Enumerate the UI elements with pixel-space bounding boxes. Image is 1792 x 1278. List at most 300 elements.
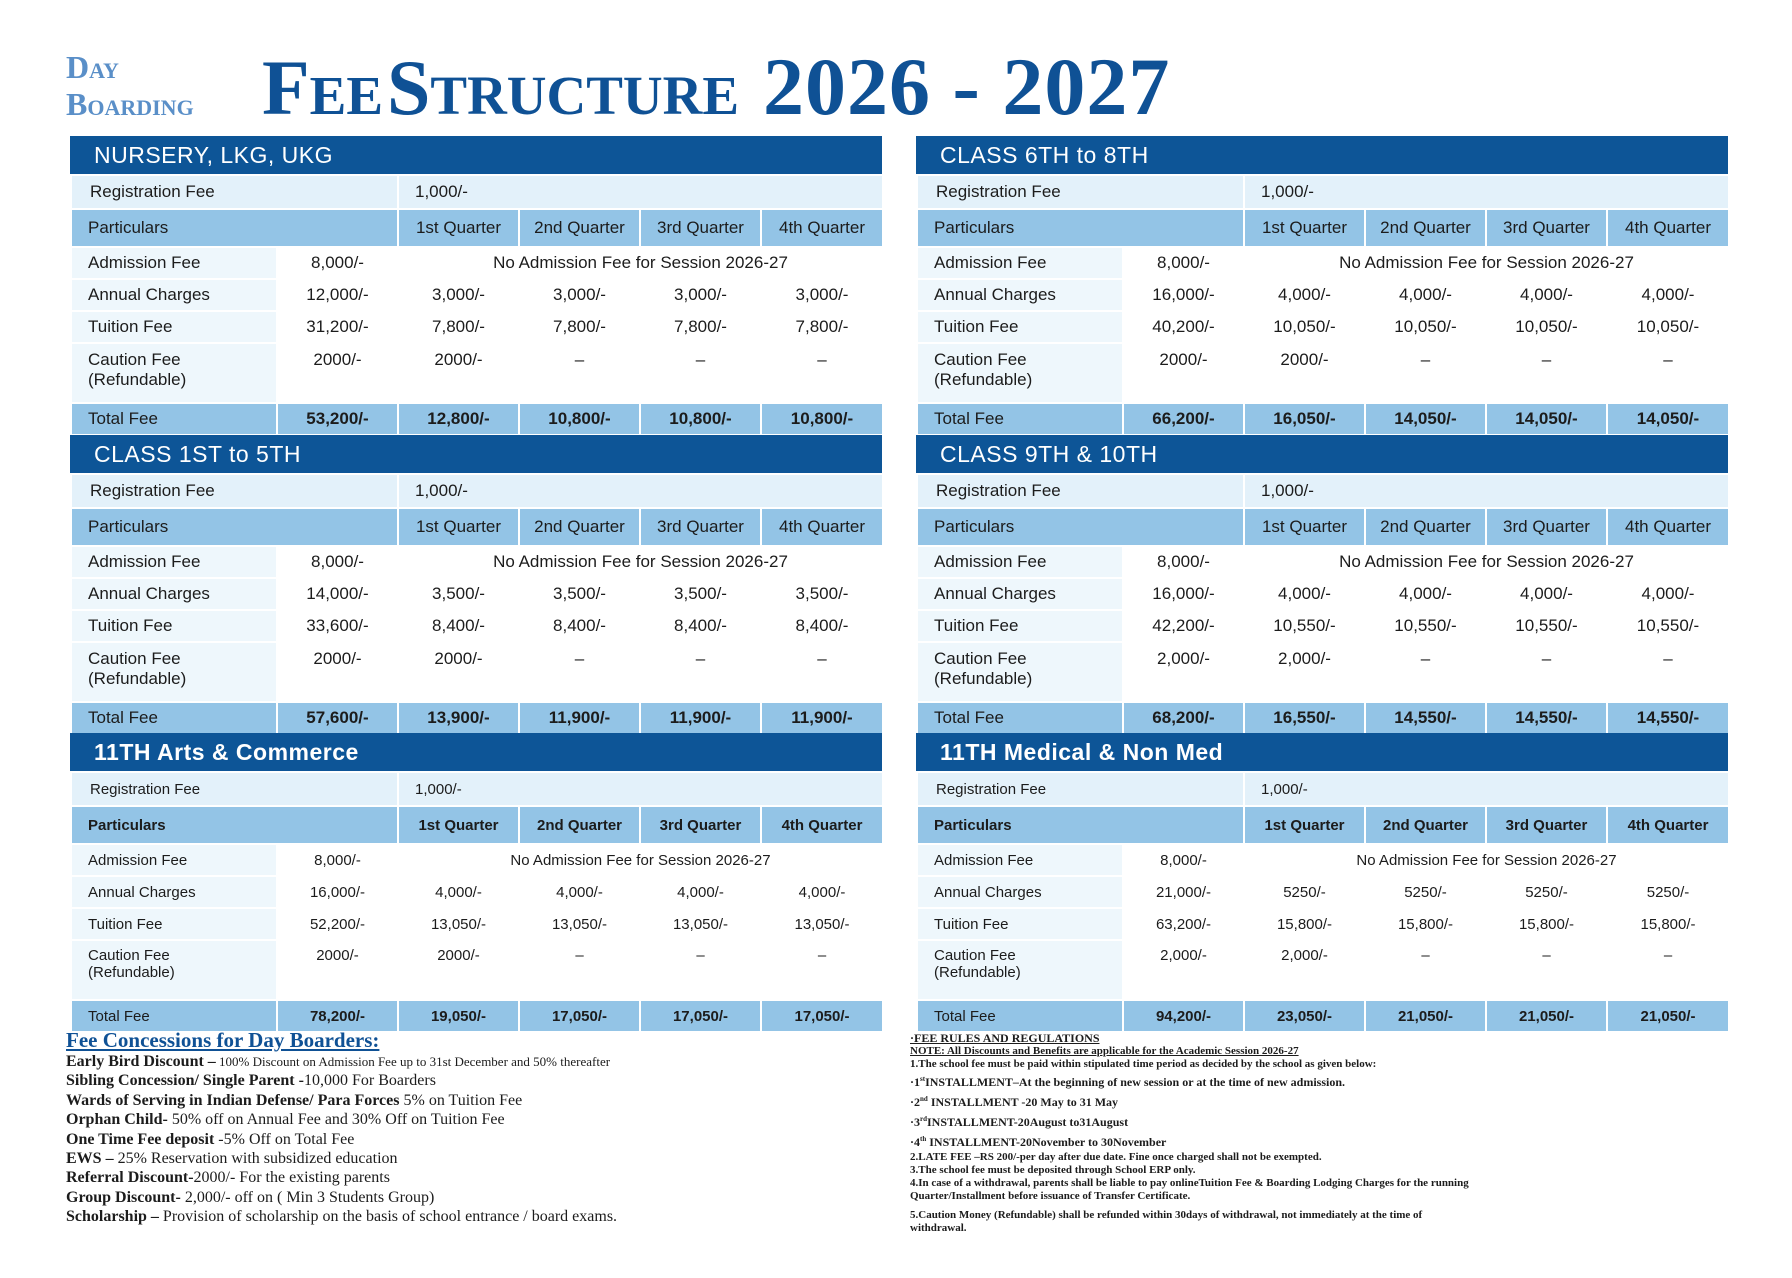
total-value: 66,200/- <box>1123 403 1244 435</box>
annual-value: 14,000/- <box>277 578 398 610</box>
annual-value: 5250/- <box>1486 876 1607 908</box>
total-row <box>917 1000 1729 1032</box>
particulars-header: Particulars <box>917 209 1244 247</box>
caution-label <box>71 343 277 403</box>
tuition-value: 33,600/- <box>277 610 398 642</box>
annual-row <box>917 578 1729 610</box>
tuition-value: 13,050/- <box>640 908 761 940</box>
tuition-label: Tuition Fee <box>71 610 277 642</box>
caution-dash: – <box>1486 940 1607 1000</box>
quarter-header: 4th Quarter <box>1607 508 1729 546</box>
no-admission-note: No Admission Fee for Session 2026-27 <box>1244 546 1729 578</box>
tuition-value: 10,550/- <box>1607 610 1729 642</box>
tuition-value: 7,800/- <box>398 311 519 343</box>
tuition-row <box>917 311 1729 343</box>
registration-row <box>71 175 883 209</box>
admission-row <box>917 844 1729 876</box>
installment-num: 1 <box>914 1075 921 1089</box>
concession-text: -5% Off on Total Fee <box>214 1130 355 1148</box>
particulars-header: Particulars <box>71 209 398 247</box>
total-value: 14,050/- <box>1365 403 1486 435</box>
annual-value: 3,500/- <box>640 578 761 610</box>
header-row <box>917 806 1729 844</box>
tuition-row <box>917 610 1729 642</box>
total-value: 14,550/- <box>1365 702 1486 734</box>
annual-value: 3,000/- <box>761 279 883 311</box>
no-admission-note: No Admission Fee for Session 2026-27 <box>398 844 883 876</box>
no-admission-note: No Admission Fee for Session 2026-27 <box>398 546 883 578</box>
caution-row <box>917 940 1729 1000</box>
caution-dash: – <box>1486 343 1607 403</box>
tuition-value: 7,800/- <box>640 311 761 343</box>
annual-row <box>917 279 1729 311</box>
concession-text: 2,000/- off on ( Min 3 Students Group) <box>180 1188 435 1206</box>
total-row <box>917 403 1729 435</box>
installment-item: ·2nd INSTALLMENT -20 May to 31 May <box>910 1095 1119 1109</box>
annual-value: 21,000/- <box>1123 876 1244 908</box>
caution-value: 2000/- <box>1244 343 1365 403</box>
annual-value: 3,500/- <box>398 578 519 610</box>
annual-value: 16,000/- <box>1123 578 1244 610</box>
concession-item <box>66 1091 826 1110</box>
tuition-value: 42,200/- <box>1123 610 1244 642</box>
caution-label-line2: (Refundable) <box>934 669 1033 688</box>
caution-dash: – <box>640 642 761 702</box>
annual-label: Annual Charges <box>71 279 277 311</box>
total-label: Total Fee <box>71 1000 277 1032</box>
total-row <box>71 403 883 435</box>
tuition-label: Tuition Fee <box>71 311 277 343</box>
caution-dash: – <box>1607 642 1729 702</box>
total-value: 57,600/- <box>277 702 398 734</box>
total-value: 10,800/- <box>761 403 883 435</box>
admission-row <box>917 546 1729 578</box>
registration-row <box>71 474 883 508</box>
concession-item <box>66 1052 826 1071</box>
total-value: 14,050/- <box>1607 403 1729 435</box>
total-value: 21,050/- <box>1365 1000 1486 1032</box>
annual-value: 4,000/- <box>640 876 761 908</box>
total-value: 19,050/- <box>398 1000 519 1032</box>
annual-value: 3,000/- <box>519 279 640 311</box>
total-value: 53,200/- <box>277 403 398 435</box>
caution-label-line1: Caution Fee <box>934 947 1016 964</box>
quarter-header: 1st Quarter <box>1244 508 1365 546</box>
rules-title: ·FEE RULES AND REGULATIONS <box>910 1031 1100 1045</box>
tuition-value: 8,400/- <box>640 610 761 642</box>
annual-row <box>71 279 883 311</box>
quarter-header: 2nd Quarter <box>519 209 640 247</box>
tuition-value: 7,800/- <box>761 311 883 343</box>
registration-label: Registration Fee <box>917 474 1244 508</box>
admission-value: 8,000/- <box>1123 844 1244 876</box>
concession-label: Referral Discount- <box>66 1169 194 1187</box>
tuition-value: 15,800/- <box>1365 908 1486 940</box>
quarter-header: 3rd Quarter <box>1486 209 1607 247</box>
annual-value: 4,000/- <box>1365 279 1486 311</box>
concession-text: 2000/- For the existing parents <box>193 1169 390 1187</box>
panel-title: CLASS 1ST to 5TH <box>70 435 882 473</box>
fee-panel <box>70 733 882 1033</box>
annual-value: 4,000/- <box>519 876 640 908</box>
rules-note: NOTE: All Discounts and Benefits are applicable for the Academic Session 2026-27 <box>910 1045 1299 1057</box>
tuition-value: 10,050/- <box>1607 311 1729 343</box>
total-value: 94,200/- <box>1123 1000 1244 1032</box>
fee-panel <box>70 435 882 735</box>
registration-label: Registration Fee <box>71 772 398 806</box>
quarter-header: 4th Quarter <box>761 806 883 844</box>
tuition-label: Tuition Fee <box>71 908 277 940</box>
admission-label: Admission Fee <box>917 546 1123 578</box>
tuition-value: 10,050/- <box>1244 311 1365 343</box>
fee-panel <box>916 136 1728 436</box>
caution-row <box>71 940 883 1000</box>
installment-num: 3 <box>914 1115 921 1129</box>
admission-label: Admission Fee <box>71 844 277 876</box>
annual-value: 4,000/- <box>1607 279 1729 311</box>
quarter-header: 2nd Quarter <box>519 806 640 844</box>
annual-value: 4,000/- <box>398 876 519 908</box>
particulars-header: Particulars <box>917 508 1244 546</box>
registration-value: 1,000/- <box>1244 175 1729 209</box>
caution-value: 2000/- <box>277 642 398 702</box>
tuition-value: 10,050/- <box>1486 311 1607 343</box>
total-label: Total Fee <box>917 1000 1123 1032</box>
admission-value: 8,000/- <box>277 844 398 876</box>
total-label: Total Fee <box>917 403 1123 435</box>
tuition-row <box>917 908 1729 940</box>
header-row <box>917 508 1729 546</box>
quarter-header: 3rd Quarter <box>640 806 761 844</box>
installment-sup: th <box>920 1135 927 1143</box>
total-value: 11,900/- <box>761 702 883 734</box>
total-label: Total Fee <box>71 702 277 734</box>
annual-value: 4,000/- <box>1244 578 1365 610</box>
quarter-header: 3rd Quarter <box>640 209 761 247</box>
caution-label-line1: Caution Fee <box>88 649 181 668</box>
caution-dash: – <box>519 940 640 1000</box>
annual-value: 12,000/- <box>277 279 398 311</box>
caution-label-line2: (Refundable) <box>934 964 1021 981</box>
installment-sup: nd <box>920 1095 928 1103</box>
rule-5: 5.Caution Money (Refundable) shall be refunded within 30days of withdrawal, not immediately at the time of withdrawal. <box>910 1209 1423 1234</box>
installment-item: ·3rdINSTALLMENT-20August to31August <box>910 1115 1129 1129</box>
total-value: 14,550/- <box>1607 702 1729 734</box>
quarter-header: 3rd Quarter <box>1486 806 1607 844</box>
installment-text: INSTALLMENT-20November to 30November <box>926 1135 1167 1149</box>
total-value: 12,800/- <box>398 403 519 435</box>
quarter-header: 4th Quarter <box>1607 209 1729 247</box>
admission-row <box>71 844 883 876</box>
concession-label: Sibling Concession/ Single Parent - <box>66 1072 304 1090</box>
tuition-label: Tuition Fee <box>917 610 1123 642</box>
installment-item: ·1stINSTALLMENT–At the beginning of new session or at the time of new admission. <box>910 1075 1345 1089</box>
fee-table <box>70 174 884 436</box>
panel-title: 11TH Medical & Non Med <box>916 733 1728 771</box>
total-row <box>917 702 1729 734</box>
fee-table <box>916 473 1730 735</box>
total-value: 23,050/- <box>1244 1000 1365 1032</box>
tuition-value: 8,400/- <box>398 610 519 642</box>
caution-value: 2,000/- <box>1244 642 1365 702</box>
concessions-title: Fee Concessions for Day Boarders: <box>66 1028 380 1052</box>
fee-table <box>70 771 884 1033</box>
caution-label-line2: (Refundable) <box>88 669 187 688</box>
registration-label: Registration Fee <box>917 175 1244 209</box>
caution-dash: – <box>640 940 761 1000</box>
rule-1: 1.The school fee must be paid within stipulated time period as decided by the school as given below: <box>910 1058 1377 1070</box>
header-row <box>71 806 883 844</box>
caution-row <box>71 642 883 702</box>
caution-dash: – <box>1365 642 1486 702</box>
page-title <box>262 40 1170 134</box>
concession-label: Early Bird Discount – <box>66 1053 216 1070</box>
annual-label: Annual Charges <box>71 876 277 908</box>
installment-sup: st <box>920 1075 926 1083</box>
installment-item: ·4th INSTALLMENT-20November to 30November <box>910 1135 1167 1149</box>
tuition-value: 10,550/- <box>1244 610 1365 642</box>
quarter-header: 1st Quarter <box>1244 209 1365 247</box>
total-value: 21,050/- <box>1607 1000 1729 1032</box>
annual-label: Annual Charges <box>917 279 1123 311</box>
annual-value: 16,000/- <box>277 876 398 908</box>
tuition-value: 13,050/- <box>398 908 519 940</box>
no-admission-note: No Admission Fee for Session 2026-27 <box>398 247 883 279</box>
registration-value: 1,000/- <box>398 474 883 508</box>
tuition-row <box>71 311 883 343</box>
tuition-value: 15,800/- <box>1607 908 1729 940</box>
header-row <box>917 209 1729 247</box>
registration-row <box>917 474 1729 508</box>
total-value: 10,800/- <box>519 403 640 435</box>
total-value: 11,900/- <box>519 702 640 734</box>
fee-panel <box>916 733 1728 1033</box>
registration-value: 1,000/- <box>1244 474 1729 508</box>
total-label: Total Fee <box>71 403 277 435</box>
caution-dash: – <box>761 642 883 702</box>
annual-label: Annual Charges <box>71 578 277 610</box>
registration-label: Registration Fee <box>71 175 398 209</box>
registration-label: Registration Fee <box>71 474 398 508</box>
admission-label: Admission Fee <box>71 546 277 578</box>
caution-value: 2000/- <box>398 940 519 1000</box>
boarding-label: Boarding <box>66 86 194 122</box>
total-value: 78,200/- <box>277 1000 398 1032</box>
concession-item <box>66 1188 826 1207</box>
particulars-header: Particulars <box>71 806 398 844</box>
concession-label: EWS – <box>66 1150 114 1168</box>
caution-label <box>917 940 1123 1000</box>
caution-dash: – <box>1607 940 1729 1000</box>
quarter-header: 1st Quarter <box>398 508 519 546</box>
particulars-header: Particulars <box>71 508 398 546</box>
title-year: 2026 - 2027 <box>763 41 1171 132</box>
concessions-list <box>66 1052 826 1227</box>
tuition-value: 31,200/- <box>277 311 398 343</box>
total-value: 16,050/- <box>1244 403 1365 435</box>
caution-row <box>917 642 1729 702</box>
day-boarding-label <box>66 49 194 122</box>
concession-item <box>66 1071 826 1090</box>
fee-table <box>916 174 1730 436</box>
concession-text: 50% off on Annual Fee and 30% Off on Tuition Fee <box>167 1111 505 1129</box>
caution-value: 2,000/- <box>1123 642 1244 702</box>
quarter-header: 3rd Quarter <box>1486 508 1607 546</box>
annual-row <box>71 876 883 908</box>
concession-item <box>66 1207 826 1226</box>
installment-num: 2 <box>914 1095 921 1109</box>
panel-title: 11TH Arts & Commerce <box>70 733 882 771</box>
tuition-label: Tuition Fee <box>917 311 1123 343</box>
installment-num: 4 <box>914 1135 921 1149</box>
tuition-value: 63,200/- <box>1123 908 1244 940</box>
caution-label-line2: (Refundable) <box>88 964 175 981</box>
annual-value: 4,000/- <box>761 876 883 908</box>
caution-label-line1: Caution Fee <box>934 649 1027 668</box>
annual-label: Annual Charges <box>917 578 1123 610</box>
header-row <box>71 209 883 247</box>
quarter-header: 2nd Quarter <box>1365 508 1486 546</box>
total-value: 13,900/- <box>398 702 519 734</box>
tuition-value: 15,800/- <box>1244 908 1365 940</box>
total-row <box>71 702 883 734</box>
fee-table <box>916 771 1730 1033</box>
annual-row <box>917 876 1729 908</box>
installment-text: INSTALLMENT–At the beginning of new session or at the time of new admission. <box>925 1075 1345 1089</box>
registration-row <box>917 772 1729 806</box>
tuition-value: 40,200/- <box>1123 311 1244 343</box>
annual-value: 16,000/- <box>1123 279 1244 311</box>
concession-text: 100% Discount on Admission Fee up to 31st December and 50% thereafter <box>215 1054 611 1069</box>
no-admission-note: No Admission Fee for Session 2026-27 <box>1244 844 1729 876</box>
concession-label: Wards of Serving in Indian Defense/ Para Forces <box>66 1091 400 1109</box>
day-label: Day <box>66 49 119 85</box>
annual-value: 3,500/- <box>761 578 883 610</box>
concession-item <box>66 1110 826 1129</box>
fee-table <box>70 473 884 735</box>
caution-label <box>917 642 1123 702</box>
rules-section <box>910 1032 1470 1235</box>
caution-dash: – <box>761 940 883 1000</box>
quarter-header: 2nd Quarter <box>519 508 640 546</box>
concession-text: 25% Reservation with subsidized education <box>113 1150 398 1168</box>
annual-label: Annual Charges <box>917 876 1123 908</box>
concession-label: Orphan Child- <box>66 1111 168 1129</box>
caution-row <box>71 343 883 403</box>
registration-row <box>71 772 883 806</box>
particulars-header: Particulars <box>917 806 1244 844</box>
quarter-header: 4th Quarter <box>761 209 883 247</box>
concessions-section <box>66 1028 826 1227</box>
caution-dash: – <box>1365 343 1486 403</box>
quarter-header: 1st Quarter <box>398 806 519 844</box>
header-row <box>71 508 883 546</box>
caution-label <box>917 343 1123 403</box>
registration-label: Registration Fee <box>917 772 1244 806</box>
caution-value: 2,000/- <box>1244 940 1365 1000</box>
tuition-value: 13,050/- <box>519 908 640 940</box>
caution-label-line1: Caution Fee <box>88 947 170 964</box>
caution-dash: – <box>1486 642 1607 702</box>
quarter-header: 3rd Quarter <box>640 508 761 546</box>
total-value: 14,550/- <box>1486 702 1607 734</box>
concession-item <box>66 1168 826 1187</box>
panel-title: CLASS 9TH & 10TH <box>916 435 1728 473</box>
caution-label-line1: Caution Fee <box>934 350 1027 369</box>
panel-title: CLASS 6TH to 8TH <box>916 136 1728 174</box>
concession-label: One Time Fee deposit <box>66 1130 215 1148</box>
tuition-label: Tuition Fee <box>917 908 1123 940</box>
quarter-header: 2nd Quarter <box>1365 806 1486 844</box>
caution-dash: – <box>640 343 761 403</box>
caution-value: 2000/- <box>1123 343 1244 403</box>
admission-label: Admission Fee <box>917 844 1123 876</box>
installment-list <box>910 1071 1470 1151</box>
total-value: 16,550/- <box>1244 702 1365 734</box>
tuition-value: 8,400/- <box>519 610 640 642</box>
caution-dash: – <box>761 343 883 403</box>
caution-value: 2000/- <box>398 642 519 702</box>
installment-sup: rd <box>920 1115 928 1123</box>
caution-row <box>917 343 1729 403</box>
concession-item <box>66 1130 826 1149</box>
tuition-value: 15,800/- <box>1486 908 1607 940</box>
caution-label-line2: (Refundable) <box>934 370 1033 389</box>
total-value: 11,900/- <box>640 702 761 734</box>
total-value: 21,050/- <box>1486 1000 1607 1032</box>
caution-value: 2000/- <box>277 343 398 403</box>
annual-row <box>71 578 883 610</box>
total-value: 17,050/- <box>519 1000 640 1032</box>
caution-dash: – <box>1365 940 1486 1000</box>
admission-label: Admission Fee <box>71 247 277 279</box>
caution-dash: – <box>519 343 640 403</box>
annual-value: 4,000/- <box>1244 279 1365 311</box>
title-word-structure: Structure <box>387 44 740 131</box>
concession-label: Scholarship – <box>66 1208 159 1226</box>
admission-value: 8,000/- <box>277 546 398 578</box>
rule-2: 2.LATE FEE –RS 200/-per day after due date. Fine once charged shall not be exempted. <box>910 1151 1322 1163</box>
installment-text: INSTALLMENT -20 May to 31 May <box>927 1095 1119 1109</box>
concession-item <box>66 1149 826 1168</box>
quarter-header: 4th Quarter <box>761 508 883 546</box>
admission-value: 8,000/- <box>1123 247 1244 279</box>
annual-value: 5250/- <box>1244 876 1365 908</box>
annual-value: 3,000/- <box>640 279 761 311</box>
caution-value: 2,000/- <box>1123 940 1244 1000</box>
annual-value: 4,000/- <box>1365 578 1486 610</box>
admission-label: Admission Fee <box>917 247 1123 279</box>
annual-value: 3,500/- <box>519 578 640 610</box>
annual-value: 4,000/- <box>1607 578 1729 610</box>
quarter-header: 1st Quarter <box>1244 806 1365 844</box>
panel-title: NURSERY, LKG, UKG <box>70 136 882 174</box>
registration-value: 1,000/- <box>398 772 883 806</box>
title-word-fee: Fee <box>262 44 384 131</box>
admission-value: 8,000/- <box>277 247 398 279</box>
registration-value: 1,000/- <box>1244 772 1729 806</box>
rule-4: 4.In case of a withdrawal, parents shall be liable to pay onlineTuition Fee & Boarding Lodging Charges for the running Quarter/Installment before issuance of Transfer Certificate. <box>910 1177 1469 1202</box>
fee-panel <box>916 435 1728 735</box>
total-value: 14,050/- <box>1486 403 1607 435</box>
installment-text: INSTALLMENT-20August to31August <box>927 1115 1129 1129</box>
caution-label <box>71 642 277 702</box>
admission-row <box>71 247 883 279</box>
caution-dash: – <box>519 642 640 702</box>
tuition-value: 13,050/- <box>761 908 883 940</box>
tuition-value: 10,550/- <box>1365 610 1486 642</box>
total-value: 68,200/- <box>1123 702 1244 734</box>
